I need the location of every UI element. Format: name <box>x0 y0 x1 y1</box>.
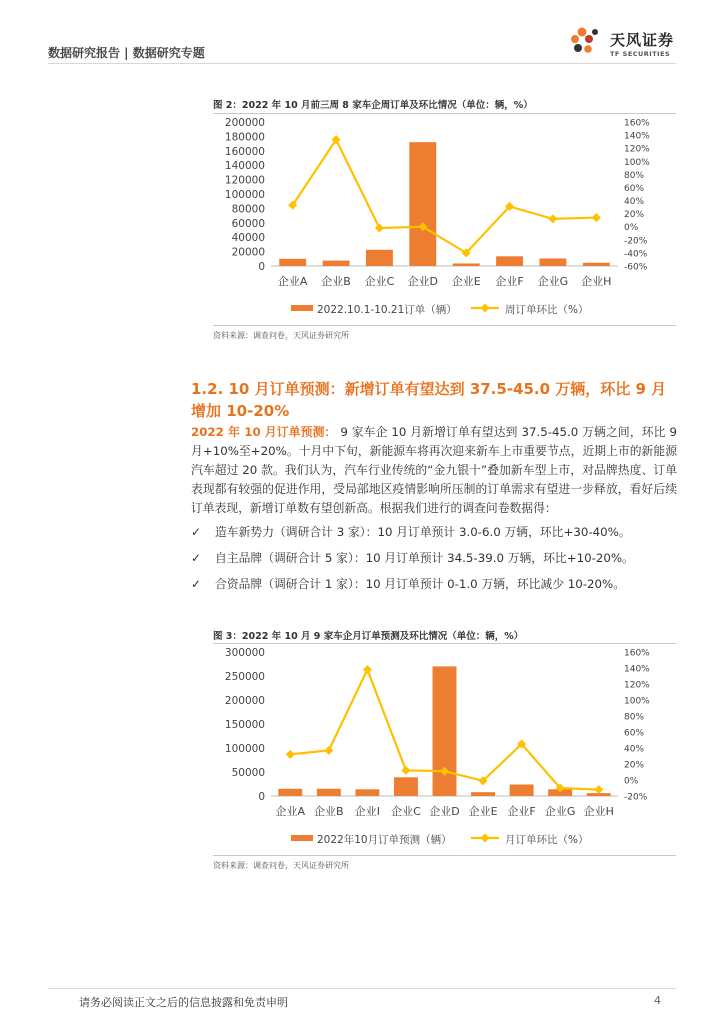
y2-axis-tick-label: 0% <box>624 223 639 234</box>
x-axis-category-label: 企业H <box>581 275 612 288</box>
bar-企业B <box>323 261 350 266</box>
y2-axis-tick-label: 40% <box>624 197 645 208</box>
x-axis-category-label: 企业E <box>451 275 481 288</box>
paragraph-lead: 2022 年 10 月订单预测： <box>191 425 337 439</box>
y-axis-tick-label: 0 <box>258 261 265 273</box>
y-axis-tick-label: 180000 <box>224 131 265 144</box>
line-point-企业G <box>548 214 557 223</box>
footer-disclaimer: 请务必阅读正文之后的信息披露和免责申明 <box>79 996 288 1009</box>
figure3-bottom-rule <box>213 855 676 856</box>
y2-axis-tick-label: 140% <box>624 664 650 675</box>
y-axis-tick-label: 120000 <box>224 174 265 187</box>
bar-企业F <box>510 784 534 796</box>
logo-english-text: TF SECURITIES <box>610 50 671 58</box>
y-axis-tick-label: 160000 <box>224 145 265 158</box>
x-axis-category-label: 企业D <box>429 805 460 818</box>
bullet-text: 合资品牌（调研合计 1 家）：10 月订单预计 0-1.0 万辆，环比减少 10-20%。 <box>215 577 626 591</box>
y2-axis-tick-label: 100% <box>624 696 650 707</box>
legend-line-marker <box>480 833 489 842</box>
y2-axis-tick-label: 100% <box>624 157 650 168</box>
section-paragraph <box>191 423 677 518</box>
bullet-item <box>191 549 634 566</box>
legend-bar-label: 2022.10.1-10.21订单（辆） <box>317 304 457 316</box>
checkmark-icon: ✓ <box>191 551 201 565</box>
x-axis-category-label: 企业I <box>354 805 381 818</box>
x-axis-category-label: 企业E <box>468 805 498 818</box>
y2-axis-tick-label: 60% <box>624 728 645 739</box>
y2-axis-tick-label: -60% <box>624 262 648 273</box>
x-axis-category-label: 企业A <box>277 275 308 288</box>
legend-bar-swatch <box>291 835 313 841</box>
line-point-企业C <box>375 224 384 233</box>
y-axis-tick-label: 150000 <box>224 719 265 731</box>
y-axis-tick-label: 100000 <box>224 743 265 755</box>
bar-企业B <box>317 789 341 796</box>
y-axis-tick-label: 40000 <box>231 232 265 245</box>
x-axis-category-label: 企业A <box>275 805 306 818</box>
bar-企业F <box>496 256 523 266</box>
line-series <box>293 140 597 253</box>
y2-axis-tick-label: 160% <box>624 118 650 129</box>
y2-axis-tick-label: 80% <box>624 170 645 181</box>
x-axis-category-label: 企业C <box>391 805 421 818</box>
paragraph-body: 9 家车企 10 月新增订单有望达到 37.5-45.0 万辆之间，环比 9 月+10%至+20%。十月中下旬，新能源车将再次迎来新车上市重要节点，近期上市的新能源汽车超过 20 款。我们认为，汽车行业传统的“金九银十”叠加新车型上市，对品牌热度、订单表现都有较强的促进作用，受局部地区疫情影响所压制的订单需求有望进一步释放，看好后续订单表现，新增订单数有望创新高。根据我们进行的调查问卷数据得： <box>191 425 677 515</box>
y2-axis-tick-label: 140% <box>624 131 650 142</box>
bar-企业A <box>278 789 302 796</box>
y-axis-tick-label: 80000 <box>231 203 265 216</box>
legend-bar-label: 2022年10月订单预测（辆） <box>317 834 452 846</box>
bar-企业A <box>279 259 306 266</box>
footer-divider <box>48 988 676 989</box>
y-axis-tick-label: 20000 <box>231 246 265 259</box>
bullet-item <box>191 575 625 592</box>
y2-axis-tick-label: 80% <box>624 712 645 723</box>
y-axis-tick-label: 0 <box>258 791 265 803</box>
y-axis-tick-label: 140000 <box>224 160 265 173</box>
y2-axis-tick-label: -40% <box>624 249 648 260</box>
figure2-chart <box>213 114 676 324</box>
y-axis-tick-label: 200000 <box>224 695 265 707</box>
line-point-企业B <box>324 746 333 755</box>
header-divider <box>48 63 676 64</box>
x-axis-category-label: 企业F <box>507 805 536 818</box>
legend-line-label: 周订单环比（%） <box>505 304 589 316</box>
figure2-source: 资料来源：调查问卷，天风证券研究所 <box>213 331 349 340</box>
bar-企业E <box>471 792 495 796</box>
y2-axis-tick-label: 60% <box>624 183 645 194</box>
logo-flower-icon <box>571 28 598 53</box>
report-header-title: 数据研究报告 | 数据研究专题 <box>48 46 205 60</box>
x-axis-category-label: 企业D <box>407 275 439 288</box>
section-title: 1.2. 10 月订单预测：新增订单有望达到 37.5-45.0 万辆，环比 9 月增加 10-20% <box>191 380 667 420</box>
y2-axis-tick-label: 120% <box>624 680 650 691</box>
y2-axis-tick-label: 20% <box>624 760 645 771</box>
x-axis-category-label: 企业G <box>544 805 576 818</box>
figure3-chart <box>213 644 676 854</box>
y2-axis-tick-label: 40% <box>624 744 645 755</box>
bar-企业H <box>583 263 610 266</box>
y2-axis-tick-label: -20% <box>624 792 648 803</box>
page-number: 4 <box>654 994 661 1007</box>
bullet-item <box>191 523 631 540</box>
y-axis-tick-label: 250000 <box>224 671 265 683</box>
bullet-text: 自主品牌（调研合计 5 家）：10 月订单预计 34.5-39.0 万辆，环比+10-20%。 <box>215 551 634 565</box>
x-axis-category-label: 企业B <box>314 805 344 818</box>
legend-line-label: 月订单环比（%） <box>505 834 589 846</box>
y2-axis-tick-label: 160% <box>624 648 650 659</box>
bar-企业I <box>355 789 379 796</box>
x-axis-category-label: 企业C <box>364 275 395 288</box>
line-point-企业A <box>286 750 295 759</box>
y-axis-tick-label: 100000 <box>224 189 265 201</box>
y2-axis-tick-label: 120% <box>624 144 650 155</box>
checkmark-icon: ✓ <box>191 525 201 539</box>
y2-axis-tick-label: -20% <box>624 236 648 247</box>
figure2-bottom-rule <box>213 325 676 326</box>
x-axis-category-label: 企业G <box>537 275 569 288</box>
checkmark-icon: ✓ <box>191 577 201 591</box>
bar-企业D <box>409 142 436 266</box>
legend-line-marker <box>480 303 489 312</box>
y2-axis-tick-label: 20% <box>624 210 645 221</box>
line-point-企业H <box>592 213 601 222</box>
y-axis-tick-label: 200000 <box>224 117 265 129</box>
bar-企业E <box>453 263 480 266</box>
y2-axis-tick-label: 0% <box>624 776 639 787</box>
logo-chinese-text: 天风证券 <box>610 31 675 49</box>
legend-bar-swatch <box>291 305 313 311</box>
line-point-企业C <box>401 766 410 775</box>
bar-企业G <box>539 258 566 266</box>
x-axis-category-label: 企业H <box>583 805 614 818</box>
y-axis-tick-label: 50000 <box>231 767 265 779</box>
y-axis-tick-label: 300000 <box>224 647 265 659</box>
bar-企业D <box>433 666 457 796</box>
x-axis-category-label: 企业F <box>495 275 524 288</box>
bar-企业C <box>394 777 418 796</box>
line-point-企业I <box>363 665 372 674</box>
bullet-text: 造车新势力（调研合计 3 家）：10 月订单预计 3.0-6.0 万辆，环比+30-40%。 <box>215 525 631 539</box>
figure3-title: 图 3：2022 年 10 月 9 家车企月订单预测及环比情况（单位：辆，%） <box>213 631 524 642</box>
x-axis-category-label: 企业B <box>321 275 351 288</box>
bar-企业C <box>366 250 393 266</box>
line-point-企业H <box>594 785 603 794</box>
figure3-source: 资料来源：调查问卷，天风证券研究所 <box>213 861 349 870</box>
figure2-title: 图 2：2022 年 10 月前三周 8 家车企周订单及环比情况（单位：辆，%） <box>213 100 533 111</box>
y-axis-tick-label: 60000 <box>231 217 265 230</box>
